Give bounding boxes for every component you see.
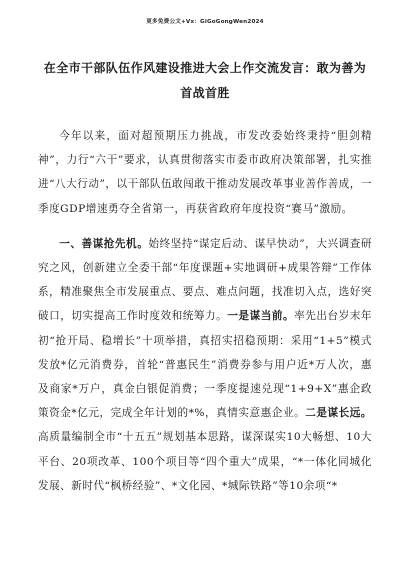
section-1-text-3: 高质量编制全市“十五五”规划基本思路，谋深谋实10大畅想、10大平台、20项改革、100个项目等“四个重大”成果，“*一体化同城化发展、新时代“枫桥经验”、*文化园、*城际铁路”等10余项“* <box>38 431 372 492</box>
section-1-text-2: 率先出台岁末年初“抢开局、稳增长”十项举措，真招实招稳预期：采用“1+5”模式发放*亿元消费券，首轮“普惠民生”消费券参与用户近*万人次，惠及商家*万户，真金白银促消费；一季度提速兑现“1+9+X”惠企政策资金*亿元，完成全年计划的*%，真情实意惠企业。 <box>38 310 373 420</box>
section-1-point-1-label: 一是谋当前。 <box>227 310 295 323</box>
section-1-heading: 一、善谋抢先机。 <box>59 237 149 250</box>
section-1-point-2-label: 二是谋长远。 <box>305 407 372 420</box>
intro-paragraph: 今年以来，面对超预期压力挑战，市发改委始终秉持“胆剑精神”，力行“六干”要求，认真贯彻落实市委市政府决策部署，扎实推进“八大行动”，以干部队伍敢闯敢干推动发展改革事业善作善成，一季度GDP增速勇夺全省第一，再获省政府年度投资“赛马”激励。 <box>38 130 372 215</box>
document-title: 在全市干部队伍作风建设推进大会上作交流发言：敢为善为首战首胜 <box>43 61 367 100</box>
section-1-text-1: 始终坚持“谋定后动、谋早快动”，大兴调查研究之风，创新建立全委干部“年度课题+实地调研+成果答辩”工作体系，精准聚焦全市发展重点、要点、难点问题，找准切入点，选好突破口，切实提高工作时度效和统筹力。 <box>38 237 372 323</box>
header-note: 更多免费公文+Vx：GiGoGongWen2024 <box>146 19 264 25</box>
section-1-paragraph <box>38 232 372 498</box>
